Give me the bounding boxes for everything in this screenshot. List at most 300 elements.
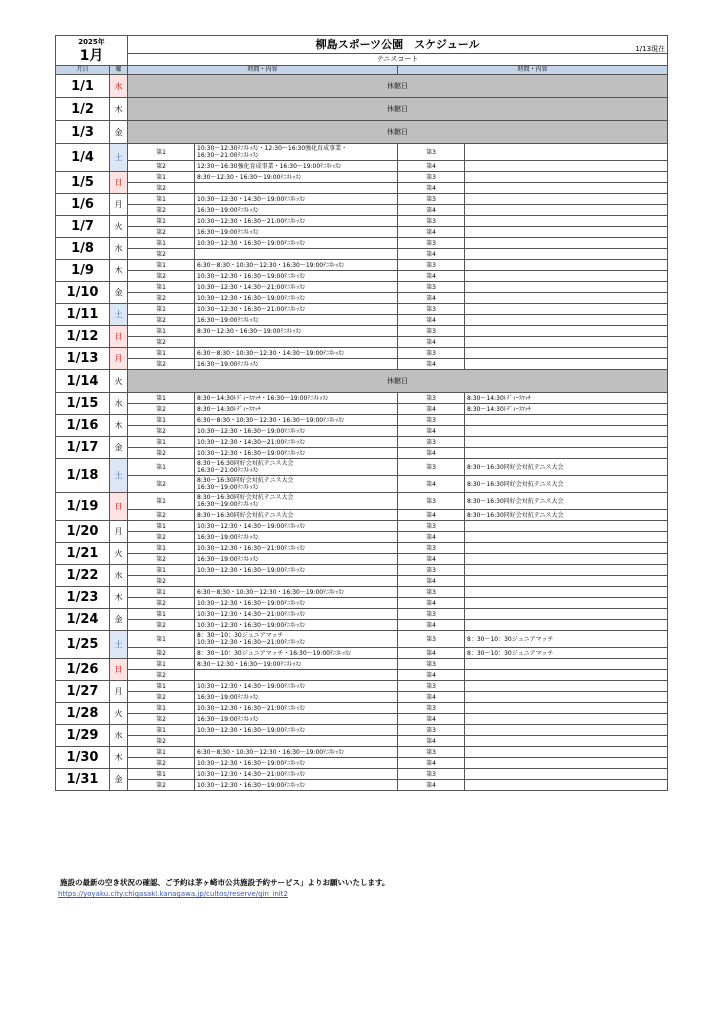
court-3-label: 第3: [398, 260, 465, 271]
court-4-label: 第4: [398, 692, 465, 703]
weekday-cell: 水: [110, 238, 128, 260]
court-3-schedule: [465, 348, 668, 359]
day-row-2: [56, 510, 668, 521]
court-4-label: 第4: [398, 620, 465, 631]
day-row-2: [56, 692, 668, 703]
day-row-2: [56, 736, 668, 747]
weekday-cell: 日: [110, 493, 128, 521]
court-2-schedule: 16:30～19:00ﾃﾆｽﾚｯｽﾝ: [195, 359, 398, 370]
court-4-schedule: [465, 670, 668, 681]
court-1-label: 第1: [128, 415, 195, 426]
weekday-cell: 木: [110, 587, 128, 609]
date-cell: 1/21: [56, 543, 110, 565]
court-3-label: 第3: [398, 747, 465, 758]
court-3-label: 第3: [398, 393, 465, 404]
court-3-schedule: [465, 260, 668, 271]
court-1-label: 第1: [128, 703, 195, 714]
court-4-schedule: [465, 598, 668, 609]
court-3-schedule: [465, 437, 668, 448]
court-3-label: 第3: [398, 282, 465, 293]
court-1-label: 第1: [128, 521, 195, 532]
court-2-label: 第2: [128, 532, 195, 543]
court-4-schedule: [465, 714, 668, 725]
court-1-label: 第1: [128, 725, 195, 736]
court-1-schedule: 10:30～12:30・14:30～21:00ﾃﾆｽﾚｯｽﾝ: [195, 437, 398, 448]
court-3-schedule: [465, 282, 668, 293]
court-3-schedule: [465, 703, 668, 714]
court-4-schedule: [465, 554, 668, 565]
court-3-schedule: [465, 543, 668, 554]
day-row: [56, 543, 668, 554]
court-2-label: 第2: [128, 510, 195, 521]
court-2-schedule: 16:30～19:00ﾃﾆｽﾚｯｽﾝ: [195, 714, 398, 725]
court-4-label: 第4: [398, 205, 465, 216]
court-1-label: 第1: [128, 348, 195, 359]
court-2-schedule: 16:30～19:00ﾃﾆｽﾚｯｽﾝ: [195, 692, 398, 703]
court-3-schedule: [465, 415, 668, 426]
weekday-cell: 月: [110, 681, 128, 703]
day-row: [56, 437, 668, 448]
court-2-label: 第2: [128, 183, 195, 194]
court-4-schedule: [465, 576, 668, 587]
court-1-schedule: 10:30～12:30・14:30～19:00ﾃﾆｽﾚｯｽﾝ: [195, 681, 398, 692]
court-1-label: 第1: [128, 216, 195, 227]
date-cell: 1/28: [56, 703, 110, 725]
court-4-schedule: [465, 780, 668, 791]
court-4-schedule: 8:30～16:30同好会対抗テニス大会: [465, 476, 668, 493]
court-2-schedule: 10:30～12:30・16:30～19:00ﾃﾆｽﾚｯｽﾝ: [195, 598, 398, 609]
court-2-label: 第2: [128, 714, 195, 725]
court-1-label: 第1: [128, 459, 195, 476]
court-1-label: 第1: [128, 144, 195, 161]
court-1-label: 第1: [128, 304, 195, 315]
day-row-2: [56, 576, 668, 587]
court-2-schedule: 12:30～16:30強化育成事業・16:30～19:00ﾃﾆｽﾚｯｽﾝ: [195, 161, 398, 172]
court-3-label: 第3: [398, 144, 465, 161]
court-3-schedule: [465, 216, 668, 227]
court-3-schedule: [465, 681, 668, 692]
weekday-cell: 日: [110, 659, 128, 681]
court-3-label: 第3: [398, 609, 465, 620]
court-4-label: 第4: [398, 758, 465, 769]
court-4-label: 第4: [398, 426, 465, 437]
court-3-label: 第3: [398, 459, 465, 476]
court-2-schedule: [195, 183, 398, 194]
court-1-label: 第1: [128, 282, 195, 293]
court-1-schedule: 10:30～12:30・16:30～19:00ﾃﾆｽﾚｯｽﾝ: [195, 238, 398, 249]
court-2-schedule: 10:30～12:30・16:30～19:00ﾃﾆｽﾚｯｽﾝ: [195, 448, 398, 459]
court-4-label: 第4: [398, 448, 465, 459]
court-3-label: 第3: [398, 521, 465, 532]
day-row: [56, 415, 668, 426]
date-cell: 1/1: [56, 75, 110, 98]
court-1-label: 第1: [128, 194, 195, 205]
court-1-schedule: 8:30～16:30同好会対抗テニス大会 16:30～21:00ﾃﾆｽﾚｯｽﾝ: [195, 459, 398, 476]
court-2-schedule: 8:30～14:30ﾚﾃﾞｨｰｽﾏｯﾁ: [195, 404, 398, 415]
court-2-label: 第2: [128, 404, 195, 415]
date-cell: 1/11: [56, 304, 110, 326]
date-cell: 1/16: [56, 415, 110, 437]
court-4-schedule: [465, 359, 668, 370]
court-1-schedule: 8:30～12:30・16:30～19:00ﾃﾆｽﾚｯｽﾝ: [195, 172, 398, 183]
court-1-label: 第1: [128, 681, 195, 692]
col-time1-header: 時間・内容: [128, 66, 398, 75]
court-3-schedule: [465, 304, 668, 315]
court-1-schedule: 8：30～10：30ジュニアマッチ 10:30～12:30・16:30～21:00ﾃﾆｽﾚｯｽﾝ: [195, 631, 398, 648]
date-cell: 1/14: [56, 370, 110, 393]
court-1-schedule: 6:30～8:30・10:30～12:30・14:30～19:00ﾃﾆｽﾚｯｽﾝ: [195, 348, 398, 359]
date-cell: 1/24: [56, 609, 110, 631]
court-4-label: 第4: [398, 532, 465, 543]
court-3-label: 第3: [398, 725, 465, 736]
day-row: [56, 304, 668, 315]
court-4-label: 第4: [398, 510, 465, 521]
court-4-label: 第4: [398, 554, 465, 565]
court-3-label: 第3: [398, 216, 465, 227]
weekday-cell: 月: [110, 348, 128, 370]
court-1-label: 第1: [128, 631, 195, 648]
date-cell: 1/17: [56, 437, 110, 459]
court-4-label: 第4: [398, 271, 465, 282]
court-4-label: 第4: [398, 359, 465, 370]
day-row-2: [56, 249, 668, 260]
court-3-label: 第3: [398, 565, 465, 576]
day-row-2: [56, 359, 668, 370]
court-4-schedule: [465, 249, 668, 260]
day-row: [56, 609, 668, 620]
court-1-label: 第1: [128, 172, 195, 183]
weekday-cell: 金: [110, 769, 128, 791]
day-row: [56, 565, 668, 576]
court-3-label: 第3: [398, 172, 465, 183]
court-3-schedule: [465, 587, 668, 598]
court-2-label: 第2: [128, 598, 195, 609]
court-3-schedule: [465, 521, 668, 532]
weekday-cell: 月: [110, 194, 128, 216]
col-date-header: 月日: [56, 66, 110, 75]
date-cell: 1/5: [56, 172, 110, 194]
court-3-label: 第3: [398, 681, 465, 692]
weekday-cell: 金: [110, 437, 128, 459]
day-row: [56, 521, 668, 532]
weekday-cell: 土: [110, 631, 128, 659]
date-cell: 1/25: [56, 631, 110, 659]
date-cell: 1/3: [56, 121, 110, 144]
court-3-label: 第3: [398, 703, 465, 714]
court-4-schedule: 8:30～14:30ﾚﾃﾞｨｰｽﾏｯﾁ: [465, 404, 668, 415]
weekday-cell: 土: [110, 459, 128, 493]
day-row: [56, 282, 668, 293]
year-label: 2025年: [56, 36, 128, 47]
page-title: [128, 36, 668, 54]
court-3-schedule: [465, 565, 668, 576]
weekday-cell: 火: [110, 543, 128, 565]
court-2-schedule: [195, 249, 398, 260]
court-4-schedule: [465, 271, 668, 282]
court-2-schedule: [195, 670, 398, 681]
as-of-date: 1/13現在: [635, 45, 666, 53]
court-3-schedule: [465, 725, 668, 736]
court-2-schedule: 8:30～16:30同好会対抗テニス大会: [195, 510, 398, 521]
day-row-2: [56, 293, 668, 304]
day-row: [56, 459, 668, 476]
court-2-schedule: [195, 337, 398, 348]
day-row-2: [56, 476, 668, 493]
date-cell: 1/19: [56, 493, 110, 521]
day-row-2: [56, 780, 668, 791]
day-row-2: [56, 532, 668, 543]
closed-cell: 休館日: [128, 98, 668, 121]
court-1-label: 第1: [128, 565, 195, 576]
court-1-label: 第1: [128, 659, 195, 670]
weekday-cell: 金: [110, 609, 128, 631]
day-row-2: [56, 337, 668, 348]
weekday-cell: 土: [110, 304, 128, 326]
court-2-label: 第2: [128, 576, 195, 587]
court-1-schedule: 6:30～8:30・10:30～12:30・16:30～19:00ﾃﾆｽﾚｯｽﾝ: [195, 415, 398, 426]
day-row: [56, 370, 668, 393]
court-4-label: 第4: [398, 670, 465, 681]
day-row-2: [56, 598, 668, 609]
court-2-schedule: 10:30～12:30・16:30～19:00ﾃﾆｽﾚｯｽﾝ: [195, 293, 398, 304]
weekday-cell: 金: [110, 121, 128, 144]
court-4-schedule: [465, 183, 668, 194]
date-cell: 1/23: [56, 587, 110, 609]
court-4-schedule: [465, 205, 668, 216]
court-4-label: 第4: [398, 404, 465, 415]
closed-cell: 休館日: [128, 121, 668, 144]
closed-cell: 休館日: [128, 75, 668, 98]
date-cell: 1/20: [56, 521, 110, 543]
day-row-2: [56, 205, 668, 216]
weekday-cell: 土: [110, 144, 128, 172]
date-cell: 1/12: [56, 326, 110, 348]
court-1-label: 第1: [128, 326, 195, 337]
court-1-label: 第1: [128, 609, 195, 620]
court-2-label: 第2: [128, 620, 195, 631]
court-3-label: 第3: [398, 348, 465, 359]
footer-note: 施設の最新の空き状況の確認、ご予約は茅ヶ崎市公共施設予約サービス」よりお願いいたします。: [60, 878, 390, 887]
reservation-link[interactable]: https://yoyaku.city.chigasaki.kanagawa.jp/cultos/reserve/gin_init2: [58, 890, 288, 898]
day-row-2: [56, 620, 668, 631]
court-2-schedule: 8：30～10：30ジュニアマッチ・16:30～19:00ﾃﾆｽﾚｯｽﾝ: [195, 648, 398, 659]
court-3-label: 第3: [398, 631, 465, 648]
day-row: [56, 172, 668, 183]
day-row: [56, 216, 668, 227]
court-4-label: 第4: [398, 598, 465, 609]
day-row: [56, 493, 668, 510]
facility-label: テニスコート: [128, 54, 668, 66]
court-1-schedule: 10:30～12:30・14:30～19:00ﾃﾆｽﾚｯｽﾝ: [195, 194, 398, 205]
weekday-cell: 金: [110, 282, 128, 304]
court-1-schedule: 6:30～8:30・10:30～12:30・16:30～19:00ﾃﾆｽﾚｯｽﾝ: [195, 747, 398, 758]
day-row: [56, 725, 668, 736]
court-1-label: 第1: [128, 393, 195, 404]
court-2-schedule: [195, 576, 398, 587]
court-1-schedule: 10:30～12:30・16:30～21:00ﾃﾆｽﾚｯｽﾝ: [195, 216, 398, 227]
court-3-label: 第3: [398, 194, 465, 205]
date-cell: 1/9: [56, 260, 110, 282]
court-2-schedule: 10:30～12:30・16:30～19:00ﾃﾆｽﾚｯｽﾝ: [195, 426, 398, 437]
day-row: [56, 75, 668, 98]
day-row-2: [56, 315, 668, 326]
court-2-schedule: 16:30～19:00ﾃﾆｽﾚｯｽﾝ: [195, 554, 398, 565]
court-4-schedule: [465, 161, 668, 172]
court-4-label: 第4: [398, 476, 465, 493]
schedule-table: [55, 35, 668, 791]
court-4-label: 第4: [398, 780, 465, 791]
court-3-schedule: 8：30～10：30ジュニアマッチ: [465, 631, 668, 648]
date-cell: 1/8: [56, 238, 110, 260]
court-2-label: 第2: [128, 758, 195, 769]
court-1-schedule: 10:30～12:30・14:30～21:00ﾃﾆｽﾚｯｽﾝ: [195, 769, 398, 780]
court-3-label: 第3: [398, 493, 465, 510]
day-row: [56, 769, 668, 780]
court-3-label: 第3: [398, 437, 465, 448]
court-3-label: 第3: [398, 415, 465, 426]
court-2-label: 第2: [128, 293, 195, 304]
court-4-schedule: 8：30～10：30ジュニアマッチ: [465, 648, 668, 659]
court-4-label: 第4: [398, 714, 465, 725]
court-3-label: 第3: [398, 659, 465, 670]
court-1-schedule: 8:30～12:30・16:30～19:00ﾃﾆｽﾚｯｽﾝ: [195, 659, 398, 670]
court-4-label: 第4: [398, 227, 465, 238]
weekday-cell: 水: [110, 75, 128, 98]
day-row-2: [56, 271, 668, 282]
court-3-schedule: [465, 659, 668, 670]
date-cell: 1/4: [56, 144, 110, 172]
court-2-label: 第2: [128, 249, 195, 260]
column-header-row: [56, 66, 668, 75]
court-2-label: 第2: [128, 736, 195, 747]
court-1-schedule: 8:30～16:30同好会対抗テニス大会 16:30～19:00ﾃﾆｽﾚｯｽﾝ: [195, 493, 398, 510]
court-2-label: 第2: [128, 271, 195, 282]
court-4-label: 第4: [398, 736, 465, 747]
date-cell: 1/6: [56, 194, 110, 216]
court-2-label: 第2: [128, 227, 195, 238]
court-3-schedule: [465, 194, 668, 205]
court-4-schedule: [465, 315, 668, 326]
day-row: [56, 747, 668, 758]
court-2-label: 第2: [128, 448, 195, 459]
day-row: [56, 326, 668, 337]
weekday-cell: 月: [110, 521, 128, 543]
court-1-label: 第1: [128, 260, 195, 271]
day-row-2: [56, 758, 668, 769]
weekday-cell: 木: [110, 260, 128, 282]
court-1-label: 第1: [128, 437, 195, 448]
title-text: 柳島スポーツ公園 スケジュール: [315, 38, 480, 51]
court-2-schedule: 10:30～12:30・16:30～19:00ﾃﾆｽﾚｯｽﾝ: [195, 620, 398, 631]
date-cell: 1/30: [56, 747, 110, 769]
court-1-schedule: 10:30～12:30・16:30～19:00ﾃﾆｽﾚｯｽﾝ: [195, 725, 398, 736]
day-row: [56, 121, 668, 144]
court-4-schedule: [465, 227, 668, 238]
day-row-2: [56, 670, 668, 681]
court-1-schedule: 8:30～14:30ﾚﾃﾞｨｰｽﾏｯﾁ・16:30～19:00ﾃﾆｽﾚｯｽﾝ: [195, 393, 398, 404]
court-2-schedule: 10:30～12:30・16:30～19:00ﾃﾆｽﾚｯｽﾝ: [195, 780, 398, 791]
court-4-schedule: [465, 293, 668, 304]
court-3-schedule: 8:30～14:30ﾚﾃﾞｨｰｽﾏｯﾁ: [465, 393, 668, 404]
day-row-2: [56, 404, 668, 415]
date-cell: 1/22: [56, 565, 110, 587]
court-4-schedule: 8:30～16:30同好会対抗テニス大会: [465, 510, 668, 521]
date-cell: 1/29: [56, 725, 110, 747]
court-2-schedule: 10:30～12:30・16:30～19:00ﾃﾆｽﾚｯｽﾝ: [195, 271, 398, 282]
day-row-2: [56, 161, 668, 172]
court-4-label: 第4: [398, 315, 465, 326]
court-4-schedule: [465, 337, 668, 348]
court-2-label: 第2: [128, 476, 195, 493]
court-3-label: 第3: [398, 543, 465, 554]
court-4-schedule: [465, 620, 668, 631]
col-time2-header: 時間・内容: [398, 66, 668, 75]
month-label: 1月: [56, 46, 128, 66]
closed-cell: 休館日: [128, 370, 668, 393]
court-1-schedule: 6:30～8:30・10:30～12:30・16:30～19:00ﾃﾆｽﾚｯｽﾝ: [195, 587, 398, 598]
weekday-cell: 火: [110, 370, 128, 393]
court-3-schedule: [465, 238, 668, 249]
date-cell: 1/31: [56, 769, 110, 791]
court-2-schedule: 16:30～19:00ﾃﾆｽﾚｯｽﾝ: [195, 532, 398, 543]
date-cell: 1/27: [56, 681, 110, 703]
date-cell: 1/13: [56, 348, 110, 370]
court-4-schedule: [465, 758, 668, 769]
day-row: [56, 260, 668, 271]
court-4-label: 第4: [398, 648, 465, 659]
court-4-label: 第4: [398, 161, 465, 172]
court-3-schedule: [465, 172, 668, 183]
date-cell: 1/2: [56, 98, 110, 121]
court-2-label: 第2: [128, 161, 195, 172]
court-1-label: 第1: [128, 769, 195, 780]
court-2-label: 第2: [128, 426, 195, 437]
day-row: [56, 681, 668, 692]
weekday-cell: 水: [110, 393, 128, 415]
court-2-label: 第2: [128, 337, 195, 348]
court-4-label: 第4: [398, 576, 465, 587]
weekday-cell: 水: [110, 565, 128, 587]
court-1-schedule: 8:30～12:30・16:30～19:00ﾃﾆｽﾚｯｽﾝ: [195, 326, 398, 337]
court-3-label: 第3: [398, 304, 465, 315]
date-cell: 1/26: [56, 659, 110, 681]
court-4-label: 第4: [398, 293, 465, 304]
court-2-schedule: 16:30～19:00ﾃﾆｽﾚｯｽﾝ: [195, 205, 398, 216]
court-1-label: 第1: [128, 543, 195, 554]
court-1-schedule: 10:30～12:30・16:30～21:00ﾃﾆｽﾚｯｽﾝ: [195, 543, 398, 554]
court-3-label: 第3: [398, 587, 465, 598]
schedule-sheet: [55, 35, 667, 791]
court-2-schedule: 10:30～12:30・16:30～19:00ﾃﾆｽﾚｯｽﾝ: [195, 758, 398, 769]
court-3-schedule: [465, 144, 668, 161]
weekday-cell: 木: [110, 747, 128, 769]
day-row-2: [56, 227, 668, 238]
court-1-schedule: 10:30～12:30・14:30～21:00ﾃﾆｽﾚｯｽﾝ: [195, 282, 398, 293]
day-row: [56, 631, 668, 648]
court-1-schedule: 10:30～12:30・14:30～19:00ﾃﾆｽﾚｯｽﾝ: [195, 521, 398, 532]
day-row: [56, 703, 668, 714]
court-2-label: 第2: [128, 670, 195, 681]
court-1-schedule: 10:30～12:30ﾃﾆｽﾚｯｽﾝ・12:30～16:30強化育成事業・ 16:30～21:00ﾃﾆｽﾚｯｽﾝ: [195, 144, 398, 161]
court-4-label: 第4: [398, 249, 465, 260]
court-4-label: 第4: [398, 183, 465, 194]
day-row: [56, 238, 668, 249]
day-row-2: [56, 183, 668, 194]
day-row: [56, 587, 668, 598]
weekday-cell: 木: [110, 98, 128, 121]
court-2-label: 第2: [128, 554, 195, 565]
court-3-schedule: [465, 609, 668, 620]
